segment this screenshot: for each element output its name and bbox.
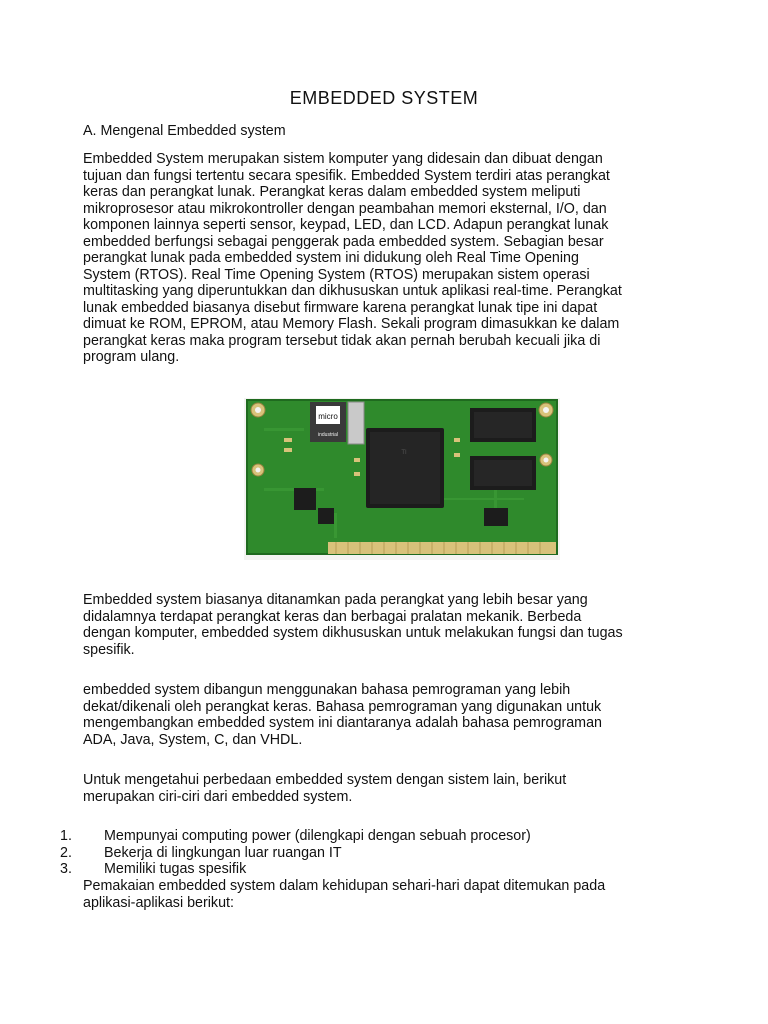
- characteristics-list: [60, 828, 680, 878]
- text-line: dekat/dikenali oleh perangkat keras. Bahasa pemrograman yang digunakan untuk: [83, 698, 602, 715]
- text-line: dengan komputer, embedded system dikhususkan untuk melakukan fungsi dan tugas: [83, 625, 623, 641]
- edge-connector: [328, 542, 556, 554]
- section-heading: A. Mengenal Embedded system: [83, 123, 286, 139]
- paragraph-intro: [83, 151, 683, 366]
- paragraph-characteristics: [83, 772, 683, 805]
- text-line: Embedded system biasanya ditanamkan pada perangkat yang lebih besar yang: [83, 592, 588, 608]
- list-number: 1.: [60, 828, 72, 844]
- text-line: didalamnya terdapat perangkat keras dan berbagai pralatan mekanik. Berbeda: [83, 608, 582, 625]
- sd-slot: [348, 402, 364, 444]
- text-line: Untuk mengetahui perbedaan embedded system dengan sistem lain, berikut: [83, 772, 567, 788]
- text-line: Embedded System merupakan sistem komputer yang didesain dan dibuat dengan: [83, 151, 603, 167]
- text-line: mikroprosesor atau mikrokontroller dengan peambahan memori eksternal, I/O, dan: [83, 200, 607, 217]
- list-text: Memiliki tugas spesifik: [104, 861, 247, 877]
- list-number: 3.: [60, 861, 72, 877]
- text-line: perangkat keras maka program tersebut tidak akan pernah berubah kecuali jika di: [83, 332, 601, 349]
- svg-text:industrial: industrial: [317, 432, 339, 438]
- small-chip: [484, 508, 508, 526]
- list-item: [60, 861, 680, 878]
- text-line: tujuan dan fungsi tertentu secara spesifik. Embedded System terdiri atas perangkat: [83, 167, 610, 184]
- small-chip: [294, 488, 316, 510]
- paragraph-languages: [83, 682, 683, 748]
- list-text: Mempunyai computing power (dilengkapi dengan sebuah procesor): [104, 828, 531, 844]
- text-line: embedded berfungsi sebagai penggerak pada embedded system. Sebagian besar: [83, 233, 604, 250]
- text-line: perangkat lunak pada embedded system ini didukung oleh Real Time Opening: [83, 250, 579, 266]
- paragraph-usage: [83, 592, 683, 658]
- list-item: [60, 828, 680, 845]
- text-line: spesifik.: [83, 641, 135, 658]
- text-line: komponen lainnya seperti sensor, keypad, LED, dan LCD. Adapun perangkat lunak: [83, 217, 609, 233]
- page-title: EMBEDDED SYSTEM: [289, 88, 479, 108]
- paragraph-applications: [83, 878, 683, 911]
- text-line: System (RTOS). Real Time Opening System (RTOS) merupakan sistem operasi: [83, 266, 590, 283]
- list-item: [60, 845, 680, 862]
- text-line: keras dan perangkat lunak. Perangkat keras dalam embedded system meliputi: [83, 184, 581, 200]
- text-line: Pemakaian embedded system dalam kehidupan sehari-hari dapat ditemukan pada: [83, 878, 606, 894]
- text-line: program ulang.: [83, 349, 180, 365]
- embedded-board-photo: [244, 398, 560, 560]
- text-line: lunak embedded biasanya disebut firmware karena perangkat lunak tipe ini dapat: [83, 299, 598, 316]
- text-line: ADA, Java, System, C, dan VHDL.: [83, 731, 303, 748]
- text-line: merupakan ciri-ciri dari embedded system.: [83, 788, 353, 805]
- small-chip: [318, 508, 334, 524]
- list-text: Bekerja di lingkungan luar ruangan IT: [104, 844, 342, 861]
- svg-text:micro: micro: [318, 412, 338, 421]
- text-line: aplikasi-aplikasi berikut:: [83, 894, 234, 911]
- text-line: embedded system dibangun menggunakan bahasa pemrograman yang lebih: [83, 682, 571, 698]
- list-number: 2.: [60, 844, 72, 861]
- text-line: multitasking yang diperuntukkan dan dikhususkan untuk aplikasi real-time. Perangkat: [83, 283, 622, 299]
- svg-text:TI: TI: [401, 450, 407, 456]
- text-line: mengembangkan embedded system ini diantaranya adalah bahasa pemrograman: [83, 715, 602, 731]
- text-line: dimuat ke ROM, EPROM, atau Memory Flash. Sekali program dimasukkan ke dalam: [83, 316, 620, 332]
